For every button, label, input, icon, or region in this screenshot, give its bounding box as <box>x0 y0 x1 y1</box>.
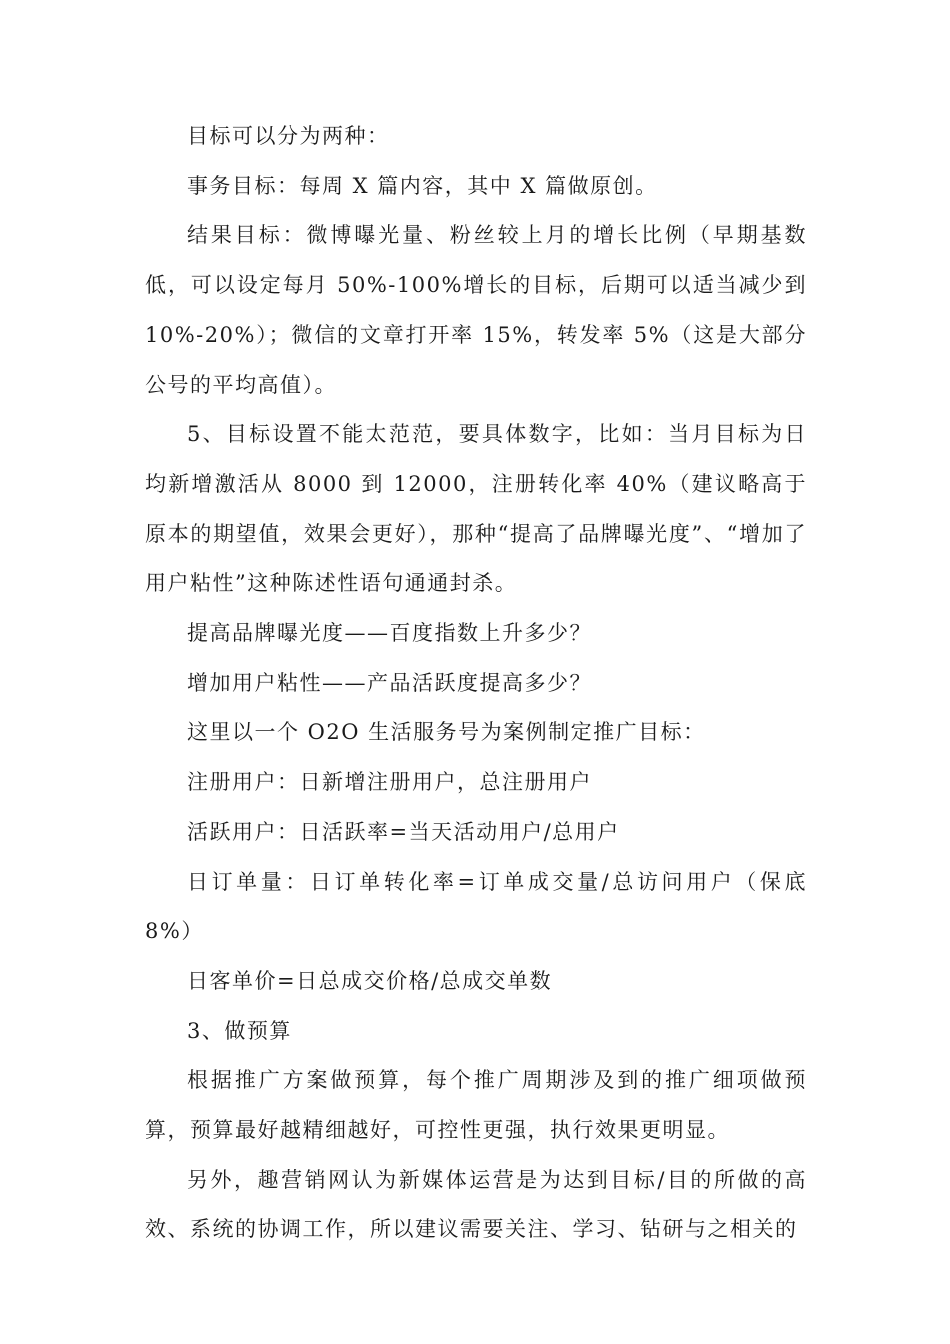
paragraph-registered-users: 注册用户：日新增注册用户，总注册用户 <box>187 770 592 795</box>
paragraph-daily-orders: 日订单量：日订单转化率=订单成交量/总访问用户（保底 8%） <box>145 869 807 944</box>
paragraph-brand-exposure: 提高品牌曝光度——百度指数上升多少？ <box>187 621 592 646</box>
paragraph-additional-note: 另外，趣营销网认为新媒体运营是为达到目标/目的所做的高效、系统的协调工作，所以建议需要关注、学习、钻研与之相关的 <box>145 1167 807 1242</box>
paragraph-o2o-case: 这里以一个 O2O 生活服务号为案例制定推广目标： <box>187 720 706 745</box>
document-body <box>145 112 807 1255</box>
section-heading-budget: 3、做预算 <box>187 1018 292 1043</box>
paragraph-goal-setting: 5、目标设置不能太范范，要具体数字，比如：当月目标为日均新增激活从 8000 到 12000，注册转化率 40%（建议略高于原本的期望值，效果会更好），那种“提高了品牌曝光度”、“增加了用户粘性”这种陈述性语句通通封杀。 <box>145 422 807 596</box>
paragraph-task-goal: 事务目标：每周 X 篇内容，其中 X 篇做原创。 <box>187 173 658 198</box>
paragraph-goal-types: 目标可以分为两种： <box>187 124 390 148</box>
paragraph-unit-price: 日客单价=日总成交价格/总成交单数 <box>187 968 553 993</box>
paragraph-result-goal: 结果目标：微博曝光量、粉丝较上月的增长比例（早期基数低，可以设定每月 50%-100%增长的目标，后期可以适当减少到 10%-20%）；微信的文章打开率 15%，转发率 5%（这是大部分公号的平均高值）。 <box>145 223 807 397</box>
paragraph-user-stickiness: 增加用户粘性——产品活跃度提高多少？ <box>187 670 592 695</box>
paragraph-budget: 根据推广方案做预算，每个推广周期涉及到的推广细项做预算，预算最好越精细越好，可控性更强，执行效果更明显。 <box>145 1068 807 1143</box>
paragraph-active-users: 活跃用户：日活跃率=当天活动用户/总用户 <box>187 819 620 844</box>
